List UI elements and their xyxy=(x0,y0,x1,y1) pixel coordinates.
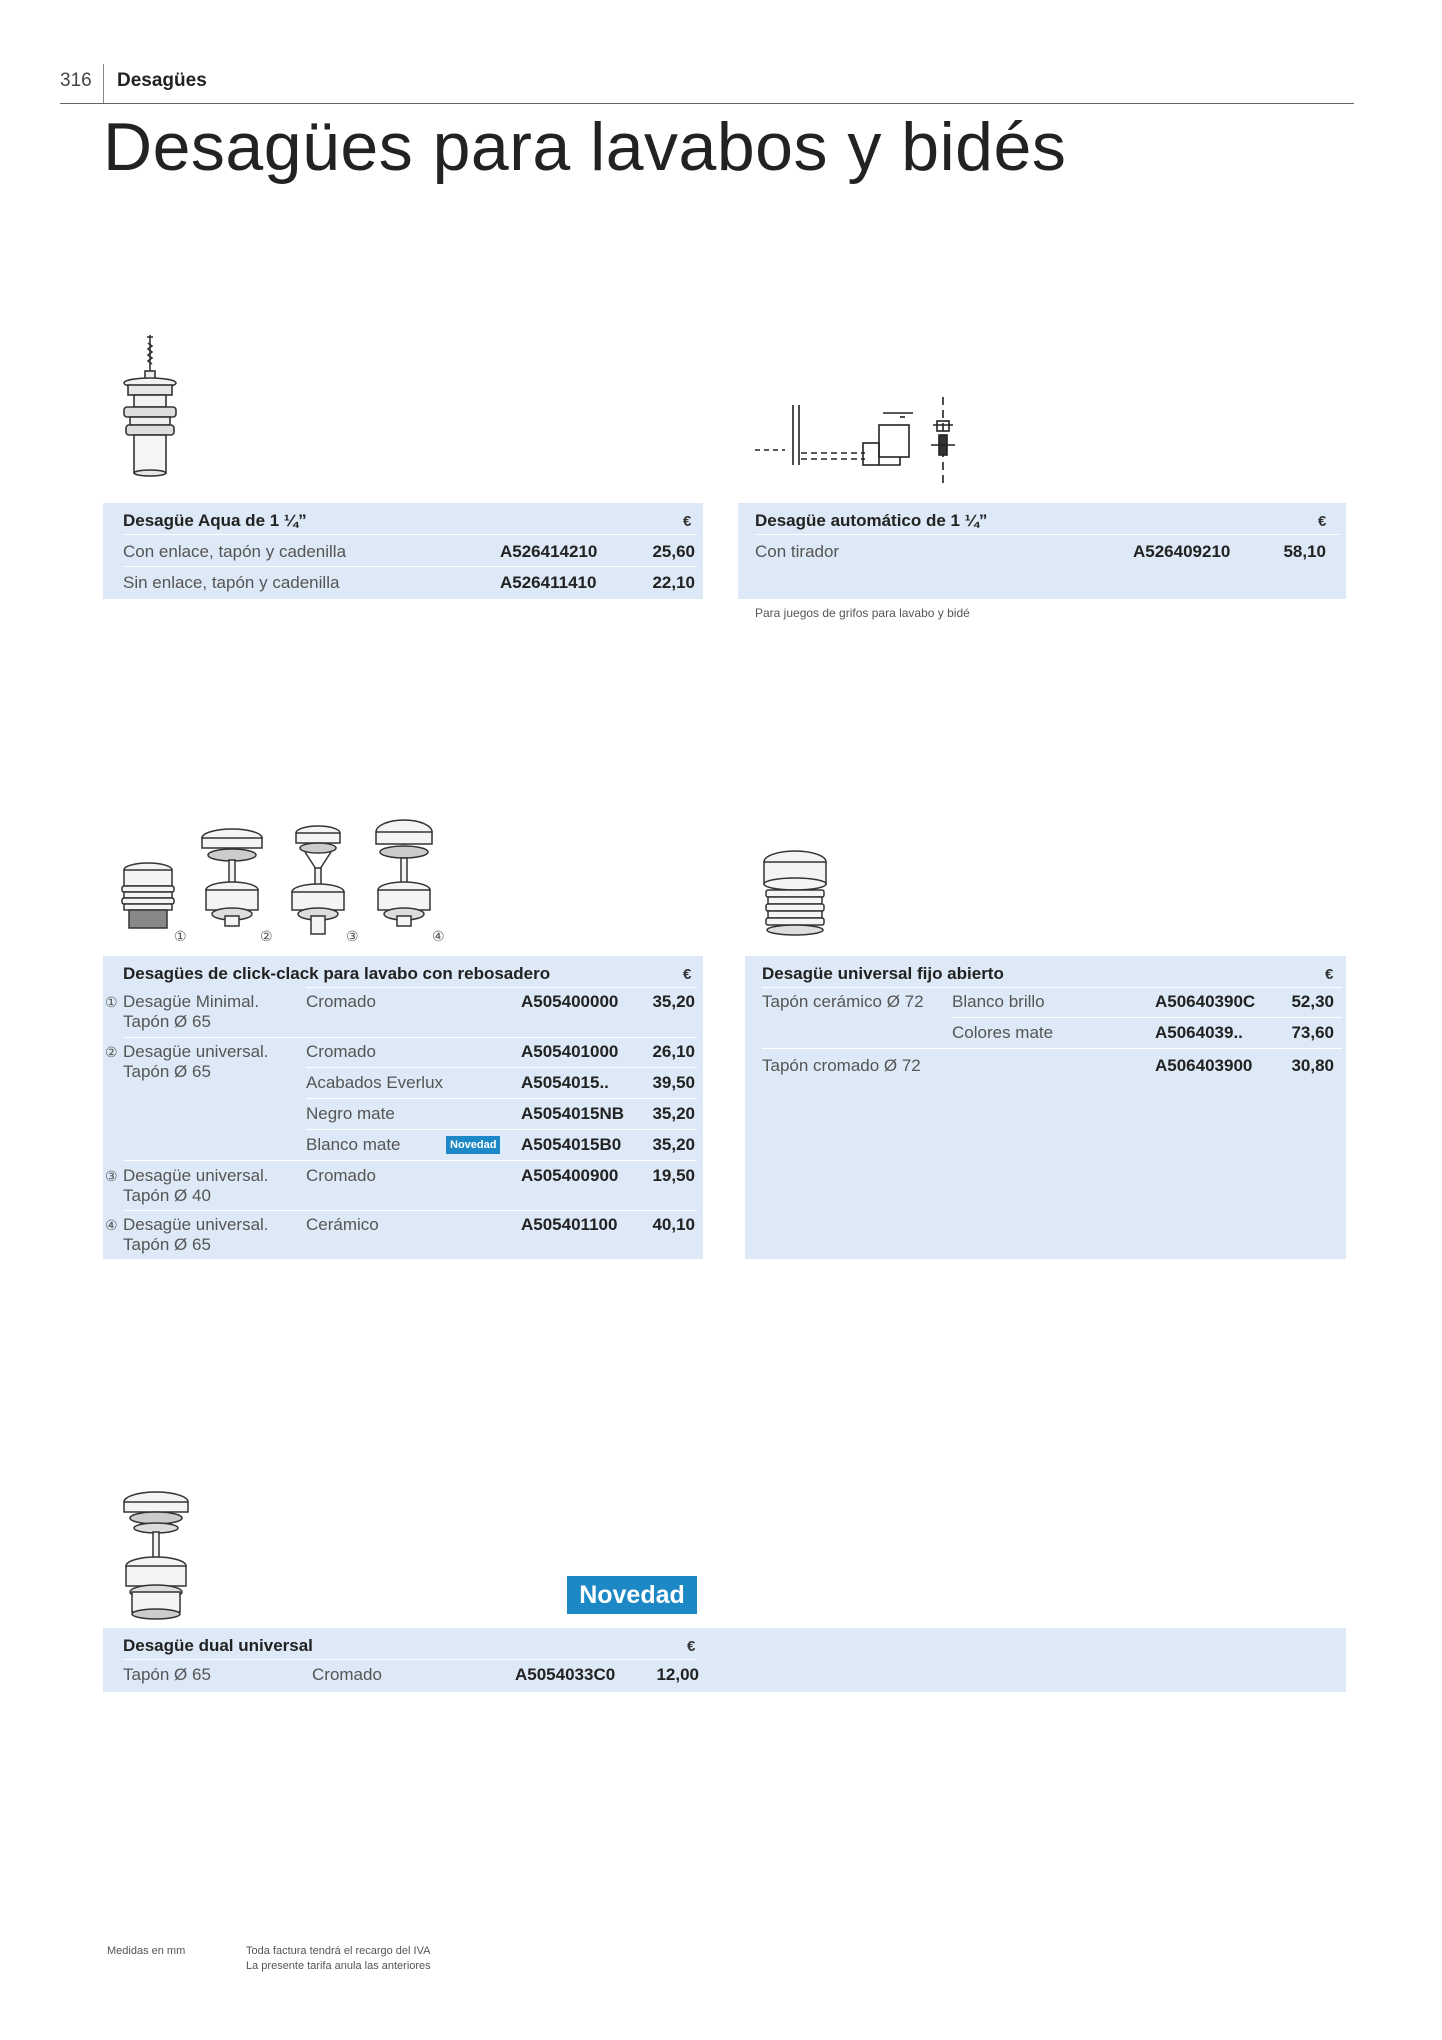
product-price: 40,10 xyxy=(652,1215,695,1234)
tapon: Tapón cromado Ø 72 xyxy=(762,1056,921,1075)
row-divider xyxy=(123,566,697,567)
currency-label: € xyxy=(1318,513,1327,530)
aqua-drain-image xyxy=(110,335,190,495)
product-code: A505401100 xyxy=(521,1215,618,1234)
row-divider xyxy=(123,1037,697,1038)
product-price: 35,20 xyxy=(652,992,695,1011)
product-code: A506403900 xyxy=(1155,1056,1253,1075)
product-price: 73,60 xyxy=(1291,1023,1334,1042)
group-name-sub: Tapón Ø 65 xyxy=(123,1012,211,1031)
dual-panel xyxy=(103,1628,1346,1692)
row-divider xyxy=(123,1160,697,1161)
product-price: 25,60 xyxy=(652,542,695,561)
aqua-panel xyxy=(103,503,703,599)
group-number: ③ xyxy=(105,1168,118,1184)
finish: Acabados Everlux xyxy=(306,1073,444,1092)
clickclack-title: Desagües de click-clack para lavabo con rebosadero xyxy=(123,964,551,983)
fijo-drain-image xyxy=(760,850,830,945)
row-divider xyxy=(952,1017,1342,1018)
group-name: Desagüe universal. xyxy=(123,1215,269,1234)
currency-label: € xyxy=(1325,966,1334,983)
footer-line-1: Toda factura tendrá el recargo del IVA xyxy=(246,1945,431,1957)
product-price: 58,10 xyxy=(1283,542,1326,561)
product-price: 12,00 xyxy=(656,1665,699,1684)
finish: Cerámico xyxy=(306,1215,379,1234)
image-number-1: ① xyxy=(174,928,187,944)
product-code: A505401000 xyxy=(521,1042,619,1061)
page-number: 316 xyxy=(60,70,92,91)
finish: Cromado xyxy=(306,992,376,1011)
group-name: Desagüe Minimal. xyxy=(123,992,260,1011)
product-code: A5054033C0 xyxy=(515,1665,616,1684)
tapon: Tapón Ø 65 xyxy=(123,1665,211,1684)
finish: Cromado xyxy=(306,1042,376,1061)
product-price: 19,50 xyxy=(652,1166,695,1185)
page-title: Desagües para lavabos y bidés xyxy=(103,109,1067,185)
image-number-3: ③ xyxy=(346,928,359,944)
product-code: A5064039.. xyxy=(1155,1023,1243,1042)
image-number-2: ② xyxy=(260,928,273,944)
product-price: 35,20 xyxy=(652,1135,695,1154)
image-number-4: ④ xyxy=(432,928,445,944)
automatico-note: Para juegos de grifos para lavabo y bidé xyxy=(755,606,970,620)
row-divider xyxy=(123,1210,697,1211)
fijo-panel xyxy=(745,956,1346,1259)
product-code: A526409210 xyxy=(1133,542,1231,561)
fijo-title: Desagüe universal fijo abierto xyxy=(762,964,1004,983)
product-desc: Sin enlace, tapón y cadenilla xyxy=(123,573,340,592)
product-code: A5054015B0 xyxy=(521,1135,622,1154)
row-divider xyxy=(123,1659,697,1660)
footer-line-2: La presente tarifa anula las anteriores xyxy=(246,1960,431,1972)
row-divider xyxy=(306,1067,697,1068)
row-divider xyxy=(123,534,697,535)
product-price: 22,10 xyxy=(652,573,695,592)
currency-label: € xyxy=(683,513,692,530)
finish: Blanco brillo xyxy=(952,992,1045,1011)
group-name-sub: Tapón Ø 65 xyxy=(123,1235,211,1254)
group-name: Desagüe universal. xyxy=(123,1042,269,1061)
product-price: 35,20 xyxy=(652,1104,695,1123)
row-divider xyxy=(762,1048,1342,1049)
aqua-title: Desagüe Aqua de 1 ¼” xyxy=(123,511,307,530)
group-name-sub: Tapón Ø 65 xyxy=(123,1062,211,1081)
automatico-panel xyxy=(738,503,1346,599)
tapon: Tapón cerámico Ø 72 xyxy=(762,992,924,1011)
product-desc: Con tirador xyxy=(755,542,840,561)
product-code: A505400000 xyxy=(521,992,619,1011)
novedad-badge: Novedad xyxy=(446,1136,500,1154)
row-divider xyxy=(306,1129,697,1130)
currency-label: € xyxy=(687,1638,696,1655)
novedad-badge-large: Novedad xyxy=(567,1576,697,1614)
product-code: A526414210 xyxy=(500,542,598,561)
dual-drain-image xyxy=(118,1488,198,1623)
product-code: A5054015NB xyxy=(521,1104,625,1123)
clickclack-images xyxy=(115,820,455,945)
automatic-drain-image xyxy=(755,395,975,490)
section-title: Desagües xyxy=(117,70,207,91)
automatico-title: Desagüe automático de 1 ¼” xyxy=(755,511,988,530)
finish: Cromado xyxy=(312,1665,382,1684)
finish: Colores mate xyxy=(952,1023,1054,1042)
product-desc: Con enlace, tapón y cadenilla xyxy=(123,542,347,561)
dual-title: Desagüe dual universal xyxy=(123,1636,313,1655)
finish: Cromado xyxy=(306,1166,376,1185)
product-code: A5054015.. xyxy=(521,1073,609,1092)
row-divider xyxy=(306,987,697,988)
finish: Negro mate xyxy=(306,1104,395,1123)
group-number: ② xyxy=(105,1044,118,1060)
group-number: ④ xyxy=(105,1217,118,1233)
row-divider xyxy=(306,1098,697,1099)
product-code: A526411410 xyxy=(500,573,597,592)
header-rule xyxy=(60,103,1354,104)
finish: Blanco mate xyxy=(306,1135,401,1154)
product-price: 39,50 xyxy=(652,1073,695,1092)
clickclack-panel xyxy=(103,956,703,1259)
row-divider xyxy=(755,534,1340,535)
row-divider xyxy=(762,987,1342,988)
product-price: 30,80 xyxy=(1291,1056,1334,1075)
product-code: A505400900 xyxy=(521,1166,619,1185)
header-separator xyxy=(103,64,104,104)
group-name-sub: Tapón Ø 40 xyxy=(123,1186,211,1205)
group-number: ① xyxy=(105,994,118,1010)
currency-label: € xyxy=(683,966,692,983)
product-price: 26,10 xyxy=(652,1042,695,1061)
product-code: A50640390C xyxy=(1155,992,1256,1011)
product-price: 52,30 xyxy=(1291,992,1334,1011)
group-name: Desagüe universal. xyxy=(123,1166,269,1185)
footer-units: Medidas en mm xyxy=(107,1945,186,1957)
